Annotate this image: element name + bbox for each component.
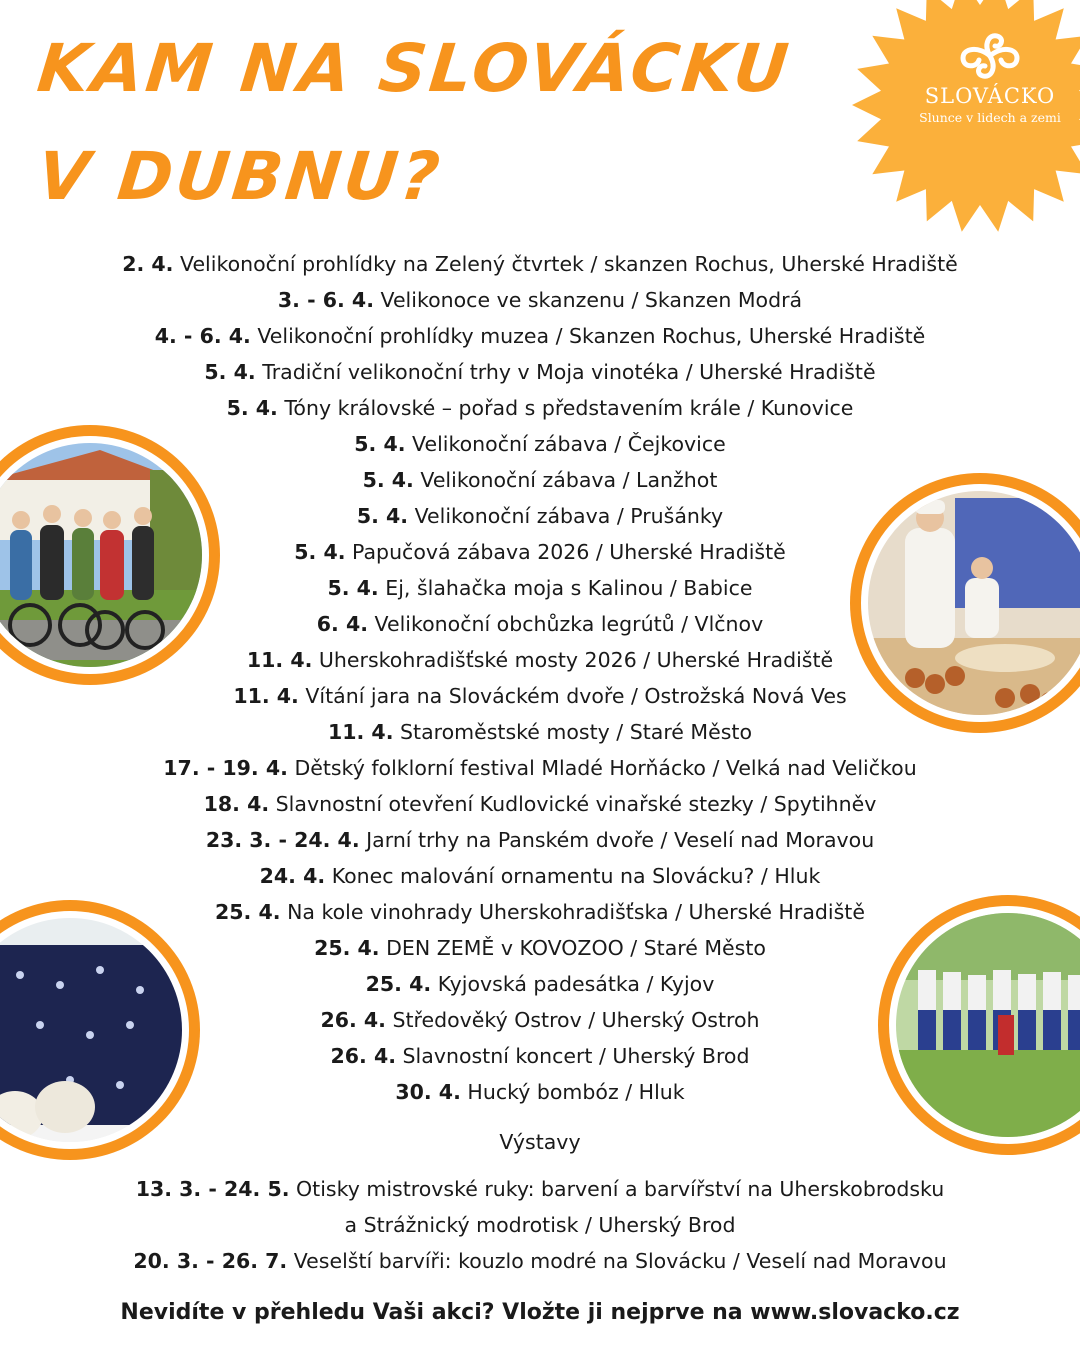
event-item xyxy=(0,570,1080,606)
event-text: Hucký bombóz / Hluk xyxy=(467,1080,685,1104)
event-item xyxy=(0,1074,1080,1110)
event-item xyxy=(0,930,1080,966)
slovacko-logo[interactable] xyxy=(905,30,1075,125)
event-text: Staroměstské mosty / Staré Město xyxy=(400,720,752,744)
event-text: Na kole vinohrady Uherskohradišťska / Uherské Hradiště xyxy=(287,900,865,924)
exhibition-item xyxy=(0,1171,1080,1207)
event-date: 24. 4. xyxy=(259,864,326,888)
event-date: 11. 4. xyxy=(246,648,313,672)
event-item xyxy=(0,678,1080,714)
event-item xyxy=(0,966,1080,1002)
event-date: 17. - 19. 4. xyxy=(163,756,288,780)
event-item xyxy=(0,498,1080,534)
event-date: 11. 4. xyxy=(233,684,299,708)
event-date: 30. 4. xyxy=(395,1080,461,1104)
event-date: 3. - 6. 4. xyxy=(277,288,374,312)
event-item xyxy=(0,462,1080,498)
event-text: Vítání jara na Slováckém dvoře / Ostrožská Nová Ves xyxy=(305,684,847,708)
logo-name: SLOVÁCKO xyxy=(924,84,1056,108)
event-item xyxy=(0,894,1080,930)
exhibition-item xyxy=(0,1207,1080,1243)
exhibition-item xyxy=(0,1243,1080,1279)
event-date: 25. 4. xyxy=(215,900,281,924)
event-text: Ej, šlahačka moja s Kalinou / Babice xyxy=(385,576,753,600)
event-text: Velikonoční zábava / Lanžhot xyxy=(420,468,718,492)
event-date: 25. 4. xyxy=(365,972,432,996)
event-text: Jarní trhy na Panském dvoře / Veselí nad Moravou xyxy=(366,828,875,852)
exhibition-text: Veselští barvíři: kouzlo modré na Slovácku / Veselí nad Moravou xyxy=(293,1249,947,1273)
event-item xyxy=(0,318,1080,354)
event-text: Velikonoční obchůzka legrútů / Vlčnov xyxy=(374,612,764,636)
event-item xyxy=(0,1038,1080,1074)
event-text: Velikonoční prohlídky na Zelený čtvrtek / skanzen Rochus, Uherské Hradiště xyxy=(180,252,958,276)
event-text: Tóny královské – pořad s představením krále / Kunovice xyxy=(284,396,854,420)
event-date: 5. 4. xyxy=(354,432,406,456)
event-date: 11. 4. xyxy=(327,720,394,744)
event-item xyxy=(0,786,1080,822)
event-item xyxy=(0,642,1080,678)
event-item xyxy=(0,858,1080,894)
event-date: 5. 4. xyxy=(327,576,379,600)
exhibition-text: Otisky mistrovské ruky: barvení a barvířství na Uherskobrodsku xyxy=(296,1177,945,1201)
event-text: Velikonoční prohlídky muzea / Skanzen Rochus, Uherské Hradiště xyxy=(257,324,926,348)
event-item xyxy=(0,822,1080,858)
event-item xyxy=(0,390,1080,426)
event-item xyxy=(0,1002,1080,1038)
exhibition-date: 13. 3. - 24. 5. xyxy=(135,1177,290,1201)
event-text: Konec malování ornamentu na Slovácku? / Hluk xyxy=(331,864,821,888)
exhibition-text: a Strážnický modrotisk / Uherský Brod xyxy=(344,1213,736,1237)
event-item xyxy=(0,246,1080,282)
event-text: DEN ZEMĚ v KOVOZOO / Staré Město xyxy=(386,936,766,960)
event-text: Tradiční velikonoční trhy v Moja vinotéka / Uherské Hradiště xyxy=(262,360,876,384)
event-date: 5. 4. xyxy=(204,360,256,384)
event-date: 5. 4. xyxy=(226,396,278,420)
event-date: 25. 4. xyxy=(314,936,380,960)
event-text: Papučová zábava 2026 / Uherské Hradiště xyxy=(352,540,786,564)
event-item xyxy=(0,606,1080,642)
event-text: Středověký Ostrov / Uherský Ostroh xyxy=(392,1008,760,1032)
event-text: Uherskohradišťské mosty 2026 / Uherské Hradiště xyxy=(318,648,834,672)
event-date: 5. 4. xyxy=(356,504,409,528)
event-text: Velikonoční zábava / Prušánky xyxy=(414,504,724,528)
event-text: Dětský folklorní festival Mladé Horňácko / Velká nad Veličkou xyxy=(294,756,917,780)
event-date: 23. 3. - 24. 4. xyxy=(205,828,360,852)
event-item xyxy=(0,282,1080,318)
event-item xyxy=(0,354,1080,390)
event-text: Slavnostní otevření Kudlovické vinařské stezky / Spytihněv xyxy=(275,792,877,816)
event-date: 6. 4. xyxy=(316,612,369,636)
event-text: Kyjovská padesátka / Kyjov xyxy=(437,972,715,996)
event-item xyxy=(0,714,1080,750)
event-item xyxy=(0,750,1080,786)
events-list xyxy=(0,246,1080,1110)
swirl-logo-icon xyxy=(953,30,1027,82)
exhibitions-heading: Výstavy xyxy=(499,1130,581,1154)
event-date: 26. 4. xyxy=(320,1008,386,1032)
event-date: 4. - 6. 4. xyxy=(154,324,251,348)
exhibition-date: 20. 3. - 26. 7. xyxy=(133,1249,288,1273)
event-item xyxy=(0,534,1080,570)
event-text: Velikonoční zábava / Čejkovice xyxy=(412,432,726,456)
event-date: 5. 4. xyxy=(294,540,346,564)
event-text: Velikonoce ve skanzenu / Skanzen Modrá xyxy=(380,288,803,312)
logo-tagline: Slunce v lidech a zemi xyxy=(919,110,1061,125)
event-date: 5. 4. xyxy=(362,468,414,492)
event-text: Slavnostní koncert / Uherský Brod xyxy=(402,1044,750,1068)
page-title-line1: KAM NA SLOVÁCKU xyxy=(33,30,795,107)
exhibitions-list xyxy=(0,1171,1080,1279)
event-date: 26. 4. xyxy=(330,1044,397,1068)
event-date: 2. 4. xyxy=(122,252,174,276)
page-title-line2: V DUBNU? xyxy=(33,138,446,215)
event-date: 18. 4. xyxy=(203,792,270,816)
event-item xyxy=(0,426,1080,462)
footer-cta[interactable]: Nevidíte v přehledu Vaši akci? Vložte ji nejprve na www.slovacko.cz xyxy=(120,1300,960,1325)
